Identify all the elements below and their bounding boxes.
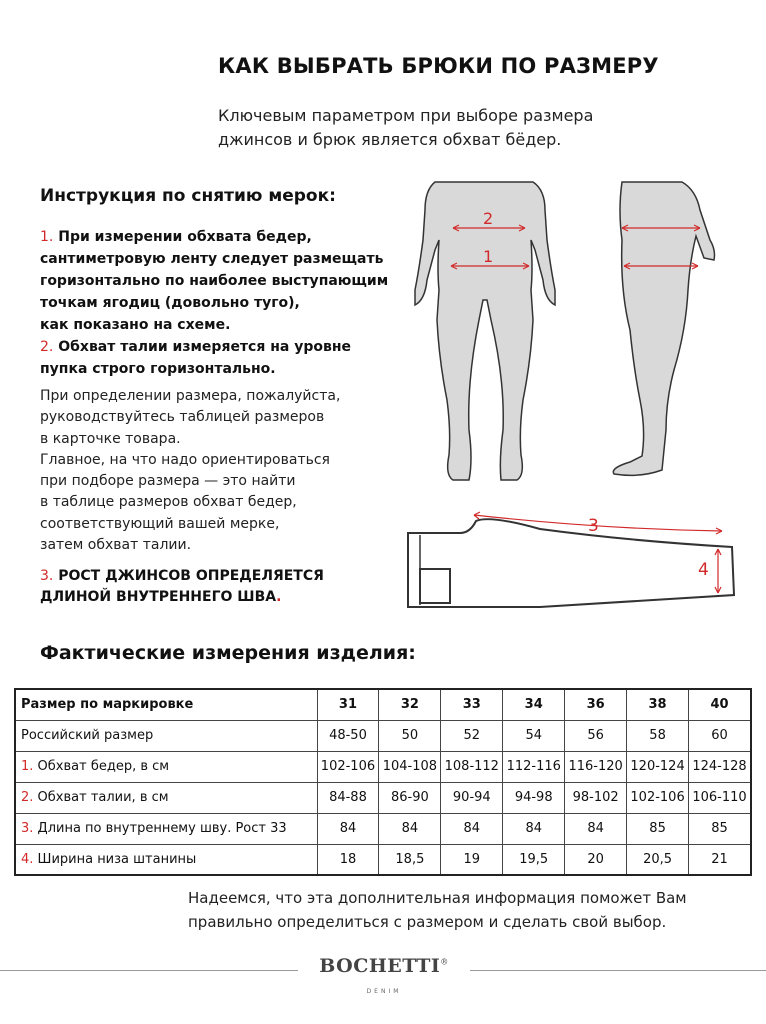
- table-cell: 90-94: [441, 782, 503, 813]
- row-label-text: Российский размер: [21, 728, 154, 743]
- table-cell: 18: [317, 844, 379, 875]
- table-row: [15, 782, 751, 813]
- table-cell: 84: [379, 813, 441, 844]
- step-1-line: 1. При измерении обхвата бедер,: [40, 229, 312, 245]
- table-cell: 19,5: [503, 844, 565, 875]
- table-cell: 20: [565, 844, 627, 875]
- table-row: [15, 844, 751, 875]
- row-label-text: Длина по внутреннему шву. Рост 33: [33, 821, 287, 836]
- inseam-label: 3: [588, 516, 599, 536]
- side-body-shape: [613, 182, 714, 475]
- table-cell: 108-112: [441, 751, 503, 782]
- table-cell: 116-120: [565, 751, 627, 782]
- row-label: [15, 844, 317, 875]
- leg-width-label: 4: [698, 560, 709, 580]
- measurement-steps: [40, 226, 388, 380]
- table-cell: 60: [689, 720, 751, 751]
- table-cell: 58: [627, 720, 689, 751]
- intro-text: [218, 104, 593, 152]
- brand-logo: BOCHETTI®: [319, 955, 449, 977]
- row-number: 1.: [21, 759, 34, 774]
- table-cell: 120-124: [627, 751, 689, 782]
- footer-note: [188, 886, 687, 934]
- page-title: КАК ВЫБРАТЬ БРЮКИ ПО РАЗМЕРУ: [218, 54, 659, 78]
- step-3-number: 3.: [40, 568, 54, 584]
- advice-line: Главное, на что надо ориентироваться: [40, 451, 330, 468]
- size-header-cell: 40: [689, 689, 751, 720]
- size-header-cell: 38: [627, 689, 689, 720]
- table-cell: 86-90: [379, 782, 441, 813]
- waist-label: 2: [483, 209, 494, 228]
- advice-line: затем обхват талии.: [40, 537, 192, 554]
- instructions-heading: Инструкция по снятию мерок:: [40, 186, 336, 206]
- size-header-cell: 31: [317, 689, 379, 720]
- size-header-cell: 32: [379, 689, 441, 720]
- table-cell: 84: [317, 813, 379, 844]
- footer-divider-left: [0, 970, 298, 971]
- row-label: [15, 782, 317, 813]
- jeans-leg-diagram: [400, 505, 740, 615]
- advice-line: в таблице размеров обхват бедер,: [40, 494, 297, 511]
- advice-line: При определении размера, пожалуйста,: [40, 388, 341, 404]
- table-row: [15, 720, 751, 751]
- row-label: [15, 720, 317, 751]
- size-header-cell: 33: [441, 689, 503, 720]
- advice-line: в карточке товара.: [40, 430, 181, 447]
- table-cell: 50: [379, 720, 441, 751]
- table-cell: 84-88: [317, 782, 379, 813]
- brand-subtitle: DENIM: [366, 988, 402, 995]
- row-label: [15, 813, 317, 844]
- table-cell: 94-98: [503, 782, 565, 813]
- advice-line: руководствуйтесь таблицей размеров: [40, 409, 325, 426]
- row-label: [15, 751, 317, 782]
- table-cell: 48-50: [317, 720, 379, 751]
- step-1-line: точкам ягодиц (довольно туго),: [40, 295, 300, 311]
- jeans-leg-shape: [408, 519, 734, 607]
- height-note: 3. РОСТ ДЖИНСОВ ОПРЕДЕЛЯЕТСЯ ДЛИНОЙ ВНУТРЕННЕГО ШВА.: [40, 568, 324, 605]
- table-header-row: [15, 689, 751, 720]
- front-body-figure: [405, 180, 565, 490]
- table-cell: 106-110: [689, 782, 751, 813]
- table-cell: 124-128: [689, 751, 751, 782]
- table-row: [15, 751, 751, 782]
- row-number: 4.: [21, 851, 34, 867]
- intro-line: Ключевым параметром при выборе размера: [218, 106, 594, 125]
- table-cell: 20,5: [627, 844, 689, 875]
- table-cell: 19: [441, 844, 503, 875]
- hips-label: 1: [483, 247, 494, 266]
- size-header-cell: 36: [565, 689, 627, 720]
- table-cell: 54: [503, 720, 565, 751]
- step-1-line: как показано на схеме.: [40, 317, 231, 333]
- table-cell: 56: [565, 720, 627, 751]
- table-cell: 102-106: [627, 782, 689, 813]
- step-1-number: 1.: [40, 229, 54, 245]
- table-cell: 52: [441, 720, 503, 751]
- table-cell: 84: [565, 813, 627, 844]
- side-body-figure: [600, 180, 730, 490]
- advice-line: при подборе размера — это найти: [40, 473, 296, 490]
- table-row: [15, 813, 751, 844]
- table-cell: 21: [689, 844, 751, 875]
- size-header-cell: 34: [503, 689, 565, 720]
- table-cell: 84: [503, 813, 565, 844]
- footer-divider-right: [470, 970, 766, 971]
- table-cell: 84: [441, 813, 503, 844]
- row-number: 2.: [21, 790, 34, 805]
- step-2-line: пупка строго горизонтально.: [40, 361, 276, 377]
- row-number: 3.: [21, 821, 34, 836]
- table-cell: 85: [627, 813, 689, 844]
- table-cell: 104-108: [379, 751, 441, 782]
- row-label-text: Обхват талии, в см: [33, 790, 169, 805]
- measurements-heading: Фактические измерения изделия:: [40, 642, 416, 664]
- table-cell: 18,5: [379, 844, 441, 875]
- table-cell: 102-106: [317, 751, 379, 782]
- advice-text: [40, 386, 340, 556]
- step-1-line: горизонтально по наиболее выступающим: [40, 273, 389, 289]
- row-label-text: Ширина низа штанины: [33, 851, 197, 867]
- row-label-text: Обхват бедер, в см: [33, 759, 170, 774]
- size-table: [14, 688, 752, 876]
- step-2-number: 2.: [40, 339, 54, 355]
- footer-line: Надеемся, что эта дополнительная информация поможет Вам: [188, 889, 687, 907]
- table-cell: 85: [689, 813, 751, 844]
- step-1-line: сантиметровую ленту следует размещать: [40, 251, 384, 267]
- intro-line: джинсов и брюк является обхват бёдер.: [218, 130, 562, 149]
- table-cell: 112-116: [503, 751, 565, 782]
- advice-line: соответствующий вашей мерке,: [40, 515, 280, 532]
- footer-line: правильно определиться с размером и сделать свой выбор.: [188, 913, 667, 931]
- table-header-label: Размер по маркировке: [15, 689, 317, 720]
- step-2-line: 2. Обхват талии измеряется на уровне: [40, 339, 351, 355]
- table-cell: 98-102: [565, 782, 627, 813]
